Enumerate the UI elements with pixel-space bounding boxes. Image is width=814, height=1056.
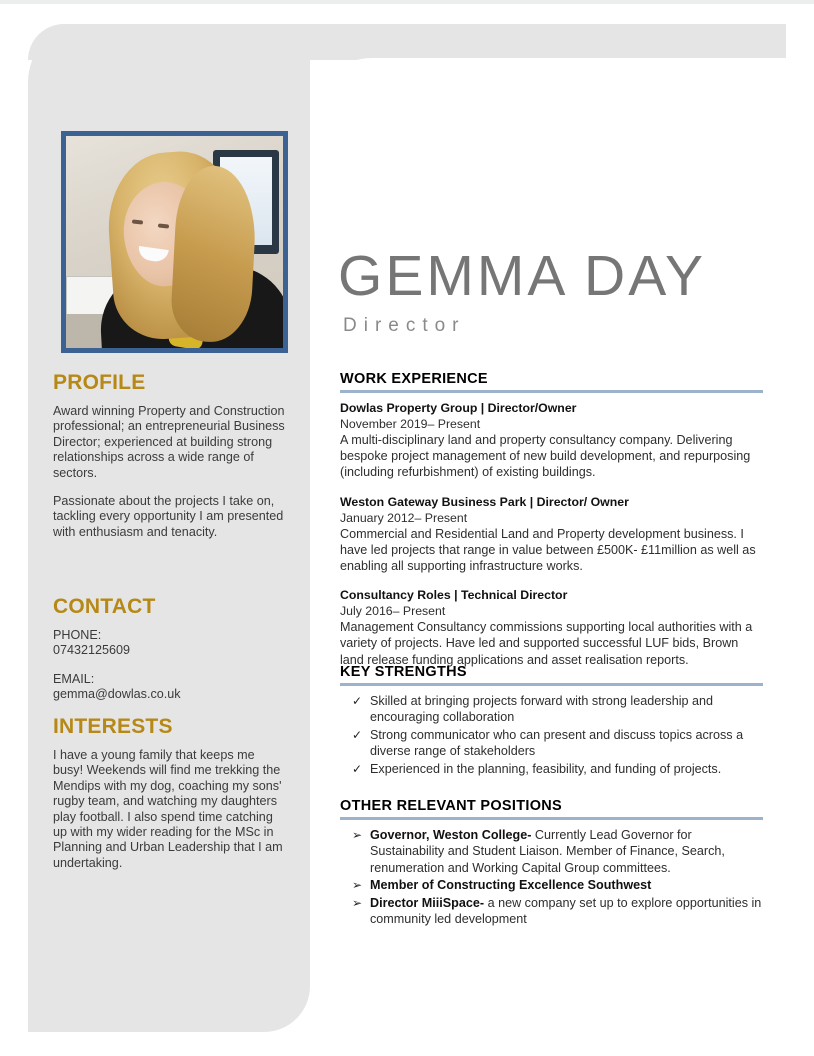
interests-text: I have a young family that keeps me busy! Weekends will find me trekking the Mendips with my dog, coaching my sons' rugby team, and watching my daughters play football. I also spend time catching up with my wider reading for the MSc in Planning and Urban Leadership that I am undertaking. <box>53 748 283 870</box>
list-item <box>340 895 763 928</box>
list-item-bold: Governor, Weston College- <box>370 828 532 842</box>
key-strengths-divider <box>340 683 763 686</box>
list-item-text <box>370 895 763 928</box>
list-item-rest: a new company set up to explore opportunities in community led development <box>370 895 762 927</box>
job-entry <box>340 400 763 481</box>
list-item <box>340 827 763 876</box>
arrow-bullet-icon: ➢ <box>352 828 363 842</box>
profile-paragraph-1: Award winning Property and Construction professional; an entrepreneurial Business Director; experienced at building strong relationships across a wide range of sectors. <box>53 404 285 480</box>
job-description: Commercial and Residential Land and Property development business. I have led projects that range in value between £500K- £11million as well as enabling all supporting infrastructure works. <box>340 526 756 574</box>
profile-paragraph-2: Passionate about the projects I take on, tackling every opportunity I am presented with enthusiasm and tenacity. <box>53 494 284 539</box>
interests-body <box>53 748 285 871</box>
section-key-strengths <box>340 664 763 778</box>
phone-label: PHONE: <box>53 628 102 642</box>
interests-heading: INTERESTS <box>53 715 173 738</box>
arrow-bullet-icon: ➢ <box>352 878 363 893</box>
contact-email-block <box>53 672 285 703</box>
profile-body <box>53 404 285 540</box>
list-item-rest: Currently Lead Governor for Sustainability and Student Liaison. Member of Finance, Search, renumeration and Working Capital Group committees. <box>370 828 725 875</box>
checkmark-icon: ✓ <box>352 761 363 776</box>
list-item-text <box>370 827 763 876</box>
other-positions-divider <box>340 817 763 820</box>
list-item <box>340 877 763 893</box>
arrow-bullet-icon: ➢ <box>352 895 363 910</box>
job-date: July 2016– Present <box>340 604 446 619</box>
other-positions-list <box>340 827 763 927</box>
key-strengths-list <box>340 693 763 777</box>
section-other-relevant-positions <box>340 798 763 928</box>
work-experience-heading: WORK EXPERIENCE <box>340 371 488 387</box>
job-title: Consultancy Roles | Technical Director <box>340 588 568 603</box>
job-entry <box>340 587 763 668</box>
page-title: GEMMA DAY <box>338 244 706 308</box>
sidebar-section-contact <box>53 595 285 716</box>
job-role-subtitle: Director <box>343 315 466 336</box>
contact-heading: CONTACT <box>53 595 156 618</box>
profile-heading: PROFILE <box>53 371 146 394</box>
profile-photo-image <box>66 136 283 348</box>
list-item-text: Experienced in the planning, feasibility, and funding of projects. <box>370 761 722 776</box>
profile-photo <box>61 131 288 353</box>
list-item-text <box>370 877 763 893</box>
list-item-bold: Director MiiiSpace- <box>370 895 485 910</box>
contact-phone-block <box>53 628 285 659</box>
job-title: Dowlas Property Group | Director/Owner <box>340 401 577 415</box>
phone-value[interactable]: 07432125609 <box>53 643 131 658</box>
sidebar-section-profile <box>53 371 285 540</box>
list-item <box>340 693 763 726</box>
list-item <box>340 727 763 760</box>
checkmark-icon: ✓ <box>352 727 363 742</box>
sidebar-section-interests <box>53 715 285 871</box>
photo-hair-front <box>169 164 258 344</box>
list-item-text: Skilled at bringing projects forward with strong leadership and encouraging collaboration <box>370 694 714 725</box>
checkmark-icon: ✓ <box>352 694 363 708</box>
job-description: A multi-disciplinary land and property consultancy company. Delivering bespoke project management of new build development, and repurposing (including refurbishment) of existing buildings. <box>340 433 751 480</box>
list-item-text: Strong communicator who can present and discuss topics across a diverse range of stakeholders <box>370 727 744 759</box>
job-entry <box>340 494 763 575</box>
page-top-strip <box>0 0 814 4</box>
list-item-bold: Member of Constructing Excellence Southwest <box>370 878 652 893</box>
section-work-experience <box>340 371 763 681</box>
job-description: Management Consultancy commissions supporting local authorities with a variety of projects. Have led and supported successful LUF bids, Brown land release funding applications and asset realisation reports. <box>340 620 753 667</box>
job-title: Weston Gateway Business Park | Director/ Owner <box>340 494 629 509</box>
email-value[interactable]: gemma@dowlas.co.uk <box>53 687 181 702</box>
other-positions-heading: OTHER RELEVANT POSITIONS <box>340 798 563 814</box>
email-label: EMAIL: <box>53 671 95 686</box>
job-date: January 2012– Present <box>340 510 468 525</box>
work-experience-divider <box>340 390 763 393</box>
job-date: November 2019– Present <box>340 417 481 431</box>
key-strengths-heading: KEY STRENGTHS <box>340 664 467 680</box>
list-item <box>340 761 763 777</box>
